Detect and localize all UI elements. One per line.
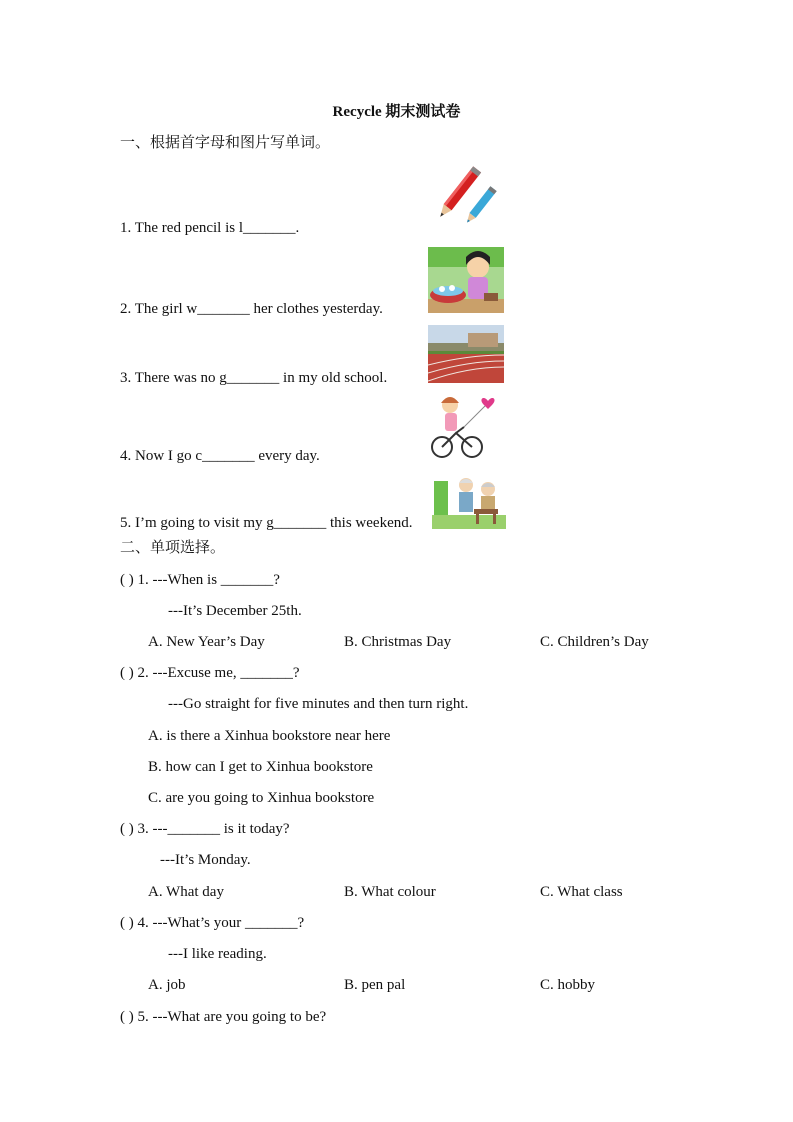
pencil-icon (432, 166, 498, 230)
question-1-answer: ---It’s December 25th. (168, 603, 302, 619)
question-2-option-c: C. are you going to Xinhua bookstore (148, 790, 375, 806)
question-2-option-b: B. how can I get to Xinhua bookstore (148, 759, 373, 775)
question-4-stem: ( ) 4. ---What’s your _______? (120, 915, 305, 931)
question-1-option-a: A. New Year’s Day (148, 634, 265, 650)
question-3-stem: ( ) 3. ---_______ is it today? (120, 821, 290, 837)
question-1-stem: ( ) 1. ---When is _______? (120, 572, 280, 588)
question-2-stem: ( ) 2. ---Excuse me, _______? (120, 665, 300, 681)
question-5-stem: ( ) 5. ---What are you going to be? (120, 1009, 327, 1025)
question-4-option-c: C. hobby (540, 977, 596, 993)
question-4-option-a: A. job (148, 977, 186, 993)
question-3-option-a: A. What day (148, 884, 224, 900)
question-2-answer: ---Go straight for five minutes and then turn right. (168, 696, 469, 712)
question-1-option-b: B. Christmas Day (344, 634, 452, 650)
running-track-icon (428, 325, 504, 383)
grandparents-icon (432, 471, 506, 529)
item-2: 2. The girl w_______ her clothes yesterday. (120, 301, 383, 317)
girl-washing-clothes-icon (428, 247, 504, 313)
girl-cycling-icon (428, 391, 504, 461)
question-2-option-a: A. is there a Xinhua bookstore near here (148, 728, 391, 744)
page-title: Recycle 期末测试卷 (332, 104, 461, 120)
item-1: 1. The red pencil is l_______. (120, 220, 300, 236)
question-4-answer: ---I like reading. (168, 946, 267, 962)
item-4: 4. Now I go c_______ every day. (120, 448, 320, 464)
question-3-option-c: C. What class (540, 884, 623, 900)
question-4-option-b: B. pen pal (344, 977, 406, 993)
question-3-option-b: B. What colour (344, 884, 436, 900)
item-3: 3. There was no g_______ in my old school. (120, 370, 388, 386)
section1-heading: 一、根据首字母和图片写单词。 (120, 135, 331, 151)
section2-heading: 二、单项选择。 (120, 540, 226, 556)
item-5: 5. I’m going to visit my g_______ this weekend. (120, 515, 413, 531)
question-3-answer: ---It’s Monday. (160, 852, 251, 868)
question-1-option-c: C. Children’s Day (540, 634, 649, 650)
